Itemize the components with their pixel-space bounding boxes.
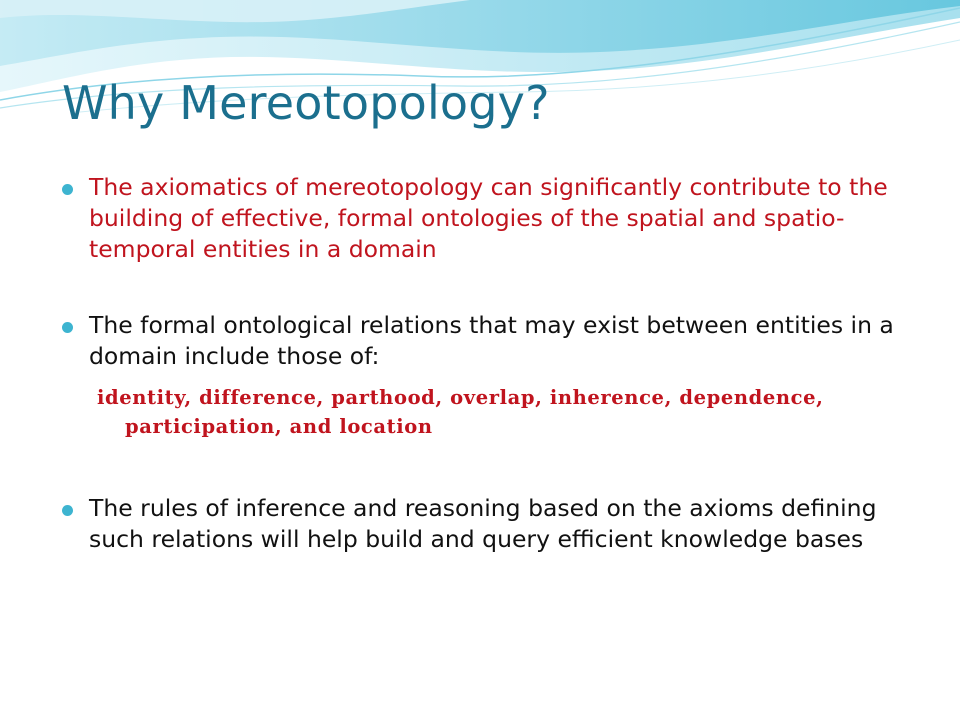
bullet-item-3 [62,493,912,555]
bullet-marker-icon [62,505,73,516]
bullet-item-2 [62,310,912,372]
bullet-item-1 [62,172,912,265]
relations-list-text: identity, difference, parthood, overlap, inherence, dependence, participation, and location [97,386,824,438]
bullet-text: The axiomatics of mereotopology can significantly contribute to the building of effective, formal ontologies of the spatial and spatio-temporal entities in a domain [89,173,888,263]
slide-title: Why Mereotopology? [62,76,550,130]
bullet-text: The formal ontological relations that may exist between entities in a domain include those of: [89,311,894,370]
bullet-marker-icon [62,184,73,195]
bullet-list [62,172,912,555]
bullet-marker-icon [62,322,73,333]
bullet-text: The rules of inference and reasoning based on the axioms defining such relations will help build and query efficient knowledge bases [89,494,877,553]
